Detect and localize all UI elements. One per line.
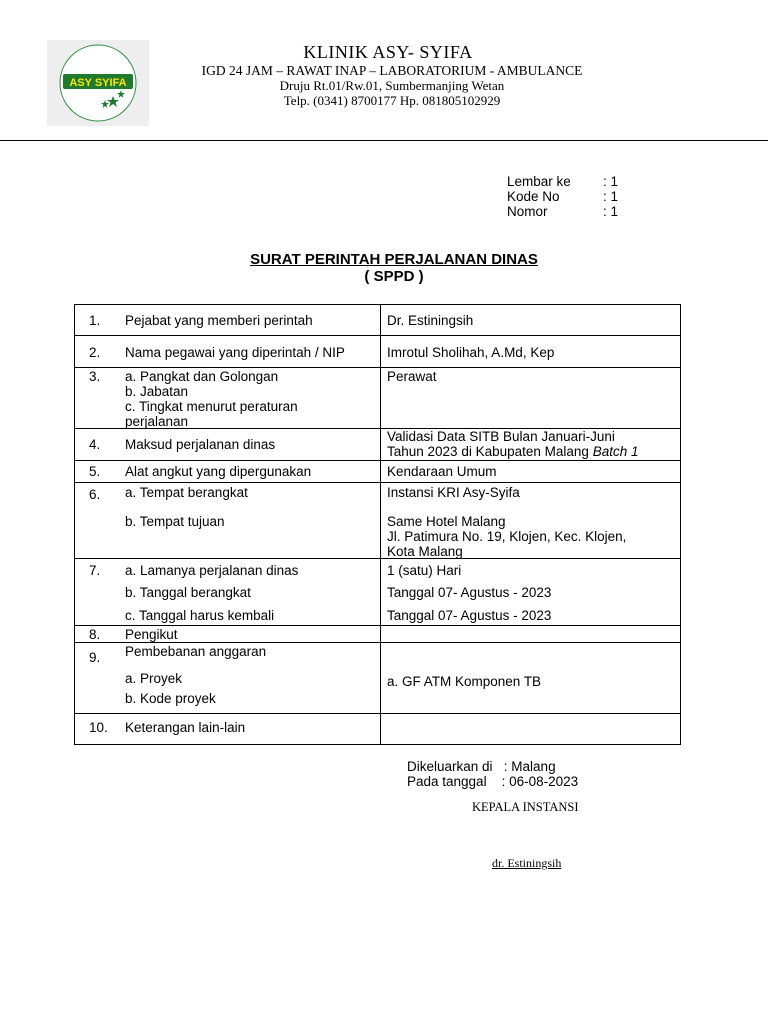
row-4-value-batch: Batch 1 bbox=[592, 444, 639, 459]
row-2-value: Imrotul Sholihah, A.Md, Kep bbox=[387, 345, 555, 360]
row-5-label: Alat angkut yang dipergunakan bbox=[125, 464, 312, 479]
row-divider bbox=[75, 558, 680, 559]
sheet-number-label: Lembar ke bbox=[507, 174, 571, 189]
row-7-value-a: 1 (satu) Hari bbox=[387, 563, 462, 578]
row-6-value-a: Instansi KRI Asy-Syifa bbox=[387, 485, 520, 500]
sppd-form-table bbox=[74, 304, 681, 745]
row-2-number: 2. bbox=[89, 345, 101, 360]
issue-date: Pada tanggal : 06-08-2023 bbox=[407, 774, 579, 789]
header-divider bbox=[0, 140, 768, 141]
row-4-value-line2 bbox=[387, 444, 638, 459]
row-3-label-c2: perjalanan bbox=[125, 414, 189, 429]
row-divider bbox=[75, 713, 680, 714]
row-4-number: 4. bbox=[89, 437, 101, 452]
row-9-label-b: b. Kode proyek bbox=[125, 691, 216, 706]
sheet-number-value: : 1 bbox=[603, 174, 619, 189]
signer-name: dr. Estiningsih bbox=[492, 856, 562, 870]
clinic-phone: Telp. (0341) 8700177 Hp. 081805102929 bbox=[283, 93, 501, 108]
row-7-label-a: a. Lamanya perjalanan dinas bbox=[125, 563, 299, 578]
row-6-label-b: b. Tempat tujuan bbox=[125, 514, 225, 529]
row-7-value-b: Tanggal 07- Agustus - 2023 bbox=[387, 585, 552, 600]
row-9-label: Pembebanan anggaran bbox=[125, 644, 267, 659]
document-title: SURAT PERINTAH PERJALANAN DINAS bbox=[250, 251, 538, 268]
row-1-number: 1. bbox=[89, 313, 101, 328]
row-1-label: Pejabat yang memberi perintah bbox=[125, 313, 313, 328]
row-7-value-c: Tanggal 07- Agustus - 2023 bbox=[387, 608, 552, 623]
row-3-label-c1: c. Tingkat menurut peraturan bbox=[125, 399, 298, 414]
row-6-value-b2: Jl. Patimura No. 19, Klojen, Kec. Klojen, bbox=[387, 529, 627, 544]
row-5-number: 5. bbox=[89, 464, 101, 479]
row-5-value: Kendaraan Umum bbox=[387, 464, 497, 479]
row-6-value-b3: Kota Malang bbox=[387, 544, 463, 559]
row-8-label: Pengikut bbox=[125, 627, 178, 642]
row-divider bbox=[75, 482, 680, 483]
row-divider bbox=[75, 367, 680, 368]
row-7-number: 7. bbox=[89, 563, 101, 578]
row-10-number: 10. bbox=[89, 720, 108, 735]
row-8-number: 8. bbox=[89, 627, 101, 642]
column-divider bbox=[380, 305, 381, 744]
code-number-value: : 1 bbox=[603, 189, 619, 204]
clinic-services: IGD 24 JAM – RAWAT INAP – LABORATORIUM - AMBULANCE bbox=[201, 63, 583, 78]
row-1-value: Dr. Estiningsih bbox=[387, 313, 474, 328]
row-6-value-b1: Same Hotel Malang bbox=[387, 514, 506, 529]
row-6-number: 6. bbox=[89, 487, 101, 502]
row-divider bbox=[75, 335, 680, 336]
row-3-number: 3. bbox=[89, 369, 101, 384]
clinic-name: KLINIK ASY- SYIFA bbox=[303, 42, 473, 62]
clinic-address: Druju Rt.01/Rw.01, Sumbermanjing Wetan bbox=[279, 78, 505, 93]
code-number-label: Kode No bbox=[507, 189, 560, 204]
signer-title: KEPALA INSTANSI bbox=[472, 800, 579, 814]
row-divider bbox=[75, 625, 680, 626]
row-2-label: Nama pegawai yang diperintah / NIP bbox=[125, 345, 345, 360]
row-3-value: Perawat bbox=[387, 369, 437, 384]
row-4-value-text: Tahun 2023 di Kabupaten Malang bbox=[387, 444, 589, 459]
row-9-label-a: a. Proyek bbox=[125, 671, 183, 686]
row-7-label-b: b. Tanggal berangkat bbox=[125, 585, 251, 600]
row-divider bbox=[75, 642, 680, 643]
document-subtitle: ( SPPD ) bbox=[364, 268, 424, 285]
row-6-label-a: a. Tempat berangkat bbox=[125, 485, 248, 500]
row-10-label: Keterangan lain-lain bbox=[125, 720, 246, 735]
document-number-value: : 1 bbox=[603, 204, 619, 219]
row-9-number: 9. bbox=[89, 650, 101, 665]
row-4-value-line1: Validasi Data SITB Bulan Januari-Juni bbox=[387, 429, 615, 444]
row-4-label: Maksud perjalanan dinas bbox=[125, 437, 276, 452]
row-9-value: a. GF ATM Komponen TB bbox=[387, 674, 542, 689]
logo-text: ASY SYIFA bbox=[69, 77, 127, 89]
issued-at: Dikeluarkan di : Malang bbox=[407, 759, 556, 774]
row-3-label-b: b. Jabatan bbox=[125, 384, 189, 399]
document-number-label: Nomor bbox=[507, 204, 548, 219]
row-divider bbox=[75, 460, 680, 461]
row-7-label-c: c. Tanggal harus kembali bbox=[125, 608, 275, 623]
row-3-label-a: a. Pangkat dan Golongan bbox=[125, 369, 279, 384]
